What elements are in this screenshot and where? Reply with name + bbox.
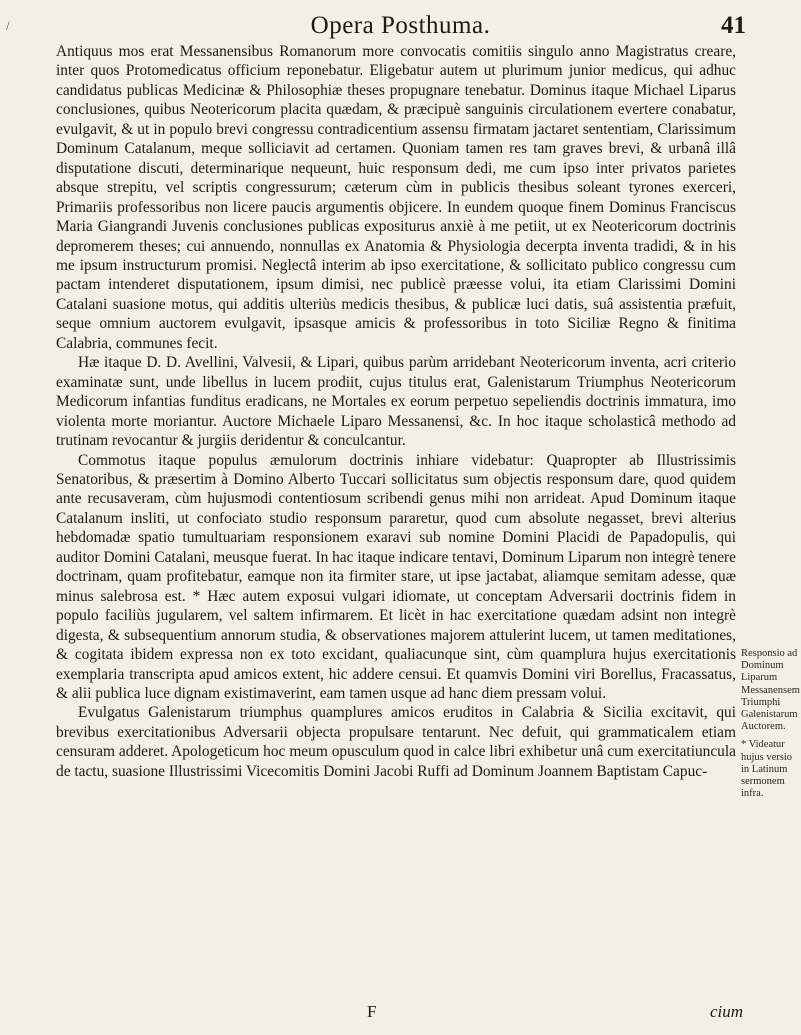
signature-mark: F [367, 1002, 377, 1021]
paragraph-1: Antiquus mos erat Messanensibus Romanorum more convocatis comitiis singulo anno Magistratus creare, inter quos Protomedicatus officium reponebatur. Eligebatur autem ut plurimum junior medicus, qui adhuc candidatus publicas Medicinæ & Philosophiæ theses propugnare tenebatur. Dominus itaque Michael Liparus conclusiones, quibus Neotericorum placita quædam, & præcipuè sanguinis circulationem evertere conabatur, evulgavit, & ut in populo brevi congressu contradicentium assensu firmatam jactaret sententiam, Clarissimum Dominum Catalanum, meque solliciavit ad certamen. Quoniam tamen res tam graves brevi, & urbanâ illâ disputatione discuti, determinarique nequeunt, huic responsum dedi, me cum ipso inter privatos parietes absque strepitu, vel scriptis congressurum; cæterum cùm in publicis thesibus soleant tyrones exerceri, Primariis professoribus non licere paucis argumentis objicere. In eundem quoque finem Dominus Franciscus Maria Giangrandi Juvenis conclusiones publicas expositurus anxiè à me petiit, ut ex Neotericorum doctrinis depromerem theses; cui annuendo, nonnullas ex Anatomia & Physiologia decerpta inventa tradidi, & in his me ipsum instructurum promisi. Neglectâ interim ab ipso exercitatione, & sollicitato publico congressu cum pactam intenderet disputationem, ipsum dimisi, nec publicè præesse volui, ita etiam Clarissimi Domini Catalani suasione motus, qui additis ulteriùs medicis thesibus, & publicæ luci datis, suâ assistentia præfuit, seque omnium auctorem evulgavit, ipsasque amicis & professoribus in toto Siciliæ Regno & finitima Calabria, communes fecit. [56, 43, 736, 352]
page-edge-mark: / [6, 18, 10, 33]
paragraph-2: Hæ itaque D. D. Avellini, Valvesii, & Lipari, quibus parùm arridebant Neotericorum inventa, acri criterio examinatæ sunt, unde libellus in lucem prodiit, cujus titulus erat, Galenistarum Triumphus Neotericorum Medicorum infantias funditus eradicans, ne Mortales ex eorum perpetuo sepeliendis doctrinis immatura, imo violenta morte moriantur. Auctore Michaele Liparo Messanensi, &c. In hoc itaque scholasticâ methodo ad trutinam revocantur & jurgiis deridentur & conculcantur. [56, 354, 736, 450]
body-text [56, 42, 736, 781]
paragraph-3: Commotus itaque populus æmulorum doctrinis inhiare videbatur: Quapropter ab Illustrissimis Senatoribus, & præsertim à Domino Alberto Tuccari sollicitatus sum objectis responsum dare, quod quidem ante recusaveram, cùm hujusmodi contentiosum scribendi genus mihi non arrideat. Apud Dominum itaque Catalanum insliti, ut confociato studio responsum pararetur, quod cum absolute negasset, brevi alterius hebdomadæ spatio tumultuariam responsionem exaravi sub nomine Domini Placidi de Papadopulis, qui auditor Domini Catalani, meusque fuerat. In hac itaque indicare tentavi, Dominum Liparum non integrè tenere doctrinam, quam profitebatur, eamque non ita firmiter stare, ut ipse jactabat, aliamque semitam adesse, quæ minus salebrosa est. * Hæc autem exposui vulgari idiomate, ut conceptam Adversarii doctrinis fidem in populo faciliùs jugularem, vel saltem infirmarem. Et licèt in hac exercitatione quædam adsint non integrè digesta, & subsequentium annorum studia, & observationes majorem attulerint lucem, ut tamen meditationes, & cogitata ibidem expressa non ex toto excidant, qualiacunque sint, cùm quamplura hujus exercitationis exemplaria transcripta apud amicos extent, hic addere censui. Et quamvis Domini viri Borellus, Fracassatus, & alii publica luce dignam existimaverint, eam tamen usque ad hanc diem pressam volui. [56, 451, 736, 702]
margin-notes [741, 648, 799, 806]
page-footer [0, 1002, 801, 1028]
running-head [0, 12, 801, 42]
running-title: Opera Posthuma. [310, 12, 491, 39]
page-number: 41 [721, 12, 746, 39]
paragraph-4: Evulgatus Galenistarum triumphus quamplures amicos eruditos in Calabria & Sicilia excitavit, qui brevibus exercitationibus Adversarii objecta propulsare tentarunt. Nec defuit, qui grammaticalem etiam censuram adderet. Apologeticum hoc meum opusculum quod in calce libri exhibetur unâ cum exercitatiuncula de tactu, suasione Illustrissimi Vicecomitis Domini Jacobi Ruffi ad Dominum Joannem Baptistam Capuc- [56, 704, 736, 780]
margin-note-version: * Videatur hujus versio in Latinum sermonem infra. [741, 739, 793, 800]
margin-note-response: Responsio ad Dominum Liparum Messanensem Triumphi Galenistarum Auctorem. [741, 648, 800, 733]
catchword: cium [709, 1002, 743, 1021]
